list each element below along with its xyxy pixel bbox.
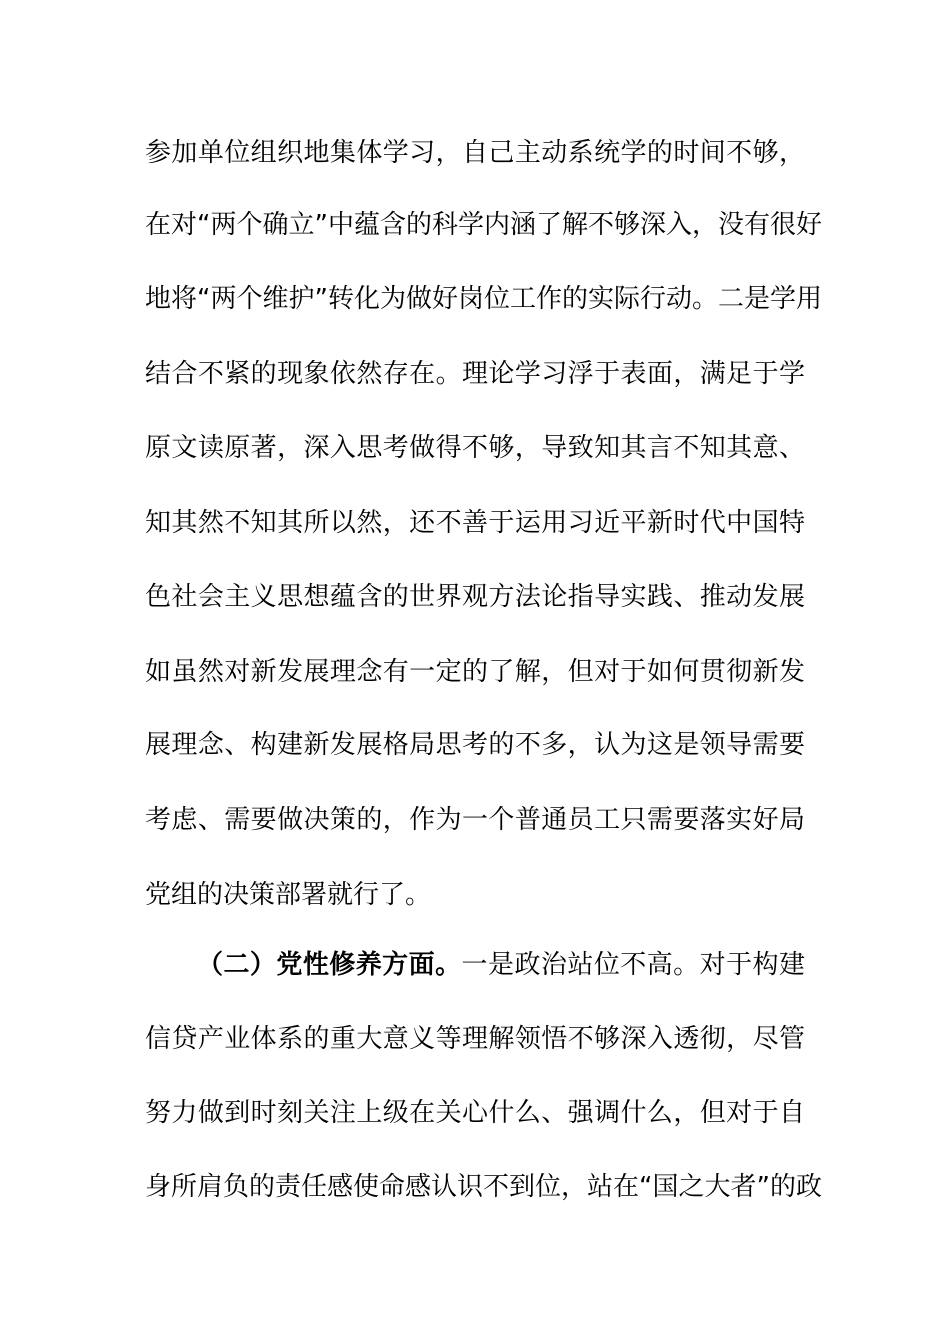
paragraph-line: 原文读原著，深入思考做得不够，导致知其言不知其意、 [145, 433, 805, 463]
paragraph-line: 地将“两个维护”转化为做好岗位工作的实际行动。二是学用 [145, 284, 822, 314]
paragraph-line: 身所肩负的责任感使命感认识不到位，站在“国之大者”的政 [145, 1172, 822, 1202]
section-heading: （二）党性修养方面。 [197, 950, 462, 980]
section-first-line [197, 945, 805, 985]
paragraph-line: 参加单位组织地集体学习，自己主动系统学的时间不够， [145, 138, 805, 168]
paragraph-line: 在对“两个确立”中蕴含的科学内涵了解不够深入，没有很好 [145, 210, 822, 240]
paragraph-line: 知其然不知其所以然，还不善于运用习近平新时代中国特 [145, 508, 805, 538]
paragraph-line: 信贷产业体系的重大意义等理解领悟不够深入透彻，尽管 [145, 1024, 805, 1054]
paragraph-line: 色社会主义思想蕴含的世界观方法论指导实践、推动发展 [145, 582, 805, 612]
paragraph-line: 如虽然对新发展理念有一定的了解，但对于如何贯彻新发 [145, 657, 805, 687]
paragraph-line: 结合不紧的现象依然存在。理论学习浮于表面，满足于学 [145, 359, 805, 389]
section-first-line-text: 一是政治站位不高。对于构建 [461, 950, 805, 980]
paragraph-line: 考虑、需要做决策的，作为一个普通员工只需要落实好局 [145, 805, 805, 835]
paragraph-line: 展理念、构建新发展格局思考的不多，认为这是领导需要 [145, 730, 805, 760]
paragraph-line: 党组的决策部署就行了。 [145, 880, 432, 910]
paragraph-line: 努力做到时刻关注上级在关心什么、强调什么，但对于自 [145, 1098, 805, 1128]
